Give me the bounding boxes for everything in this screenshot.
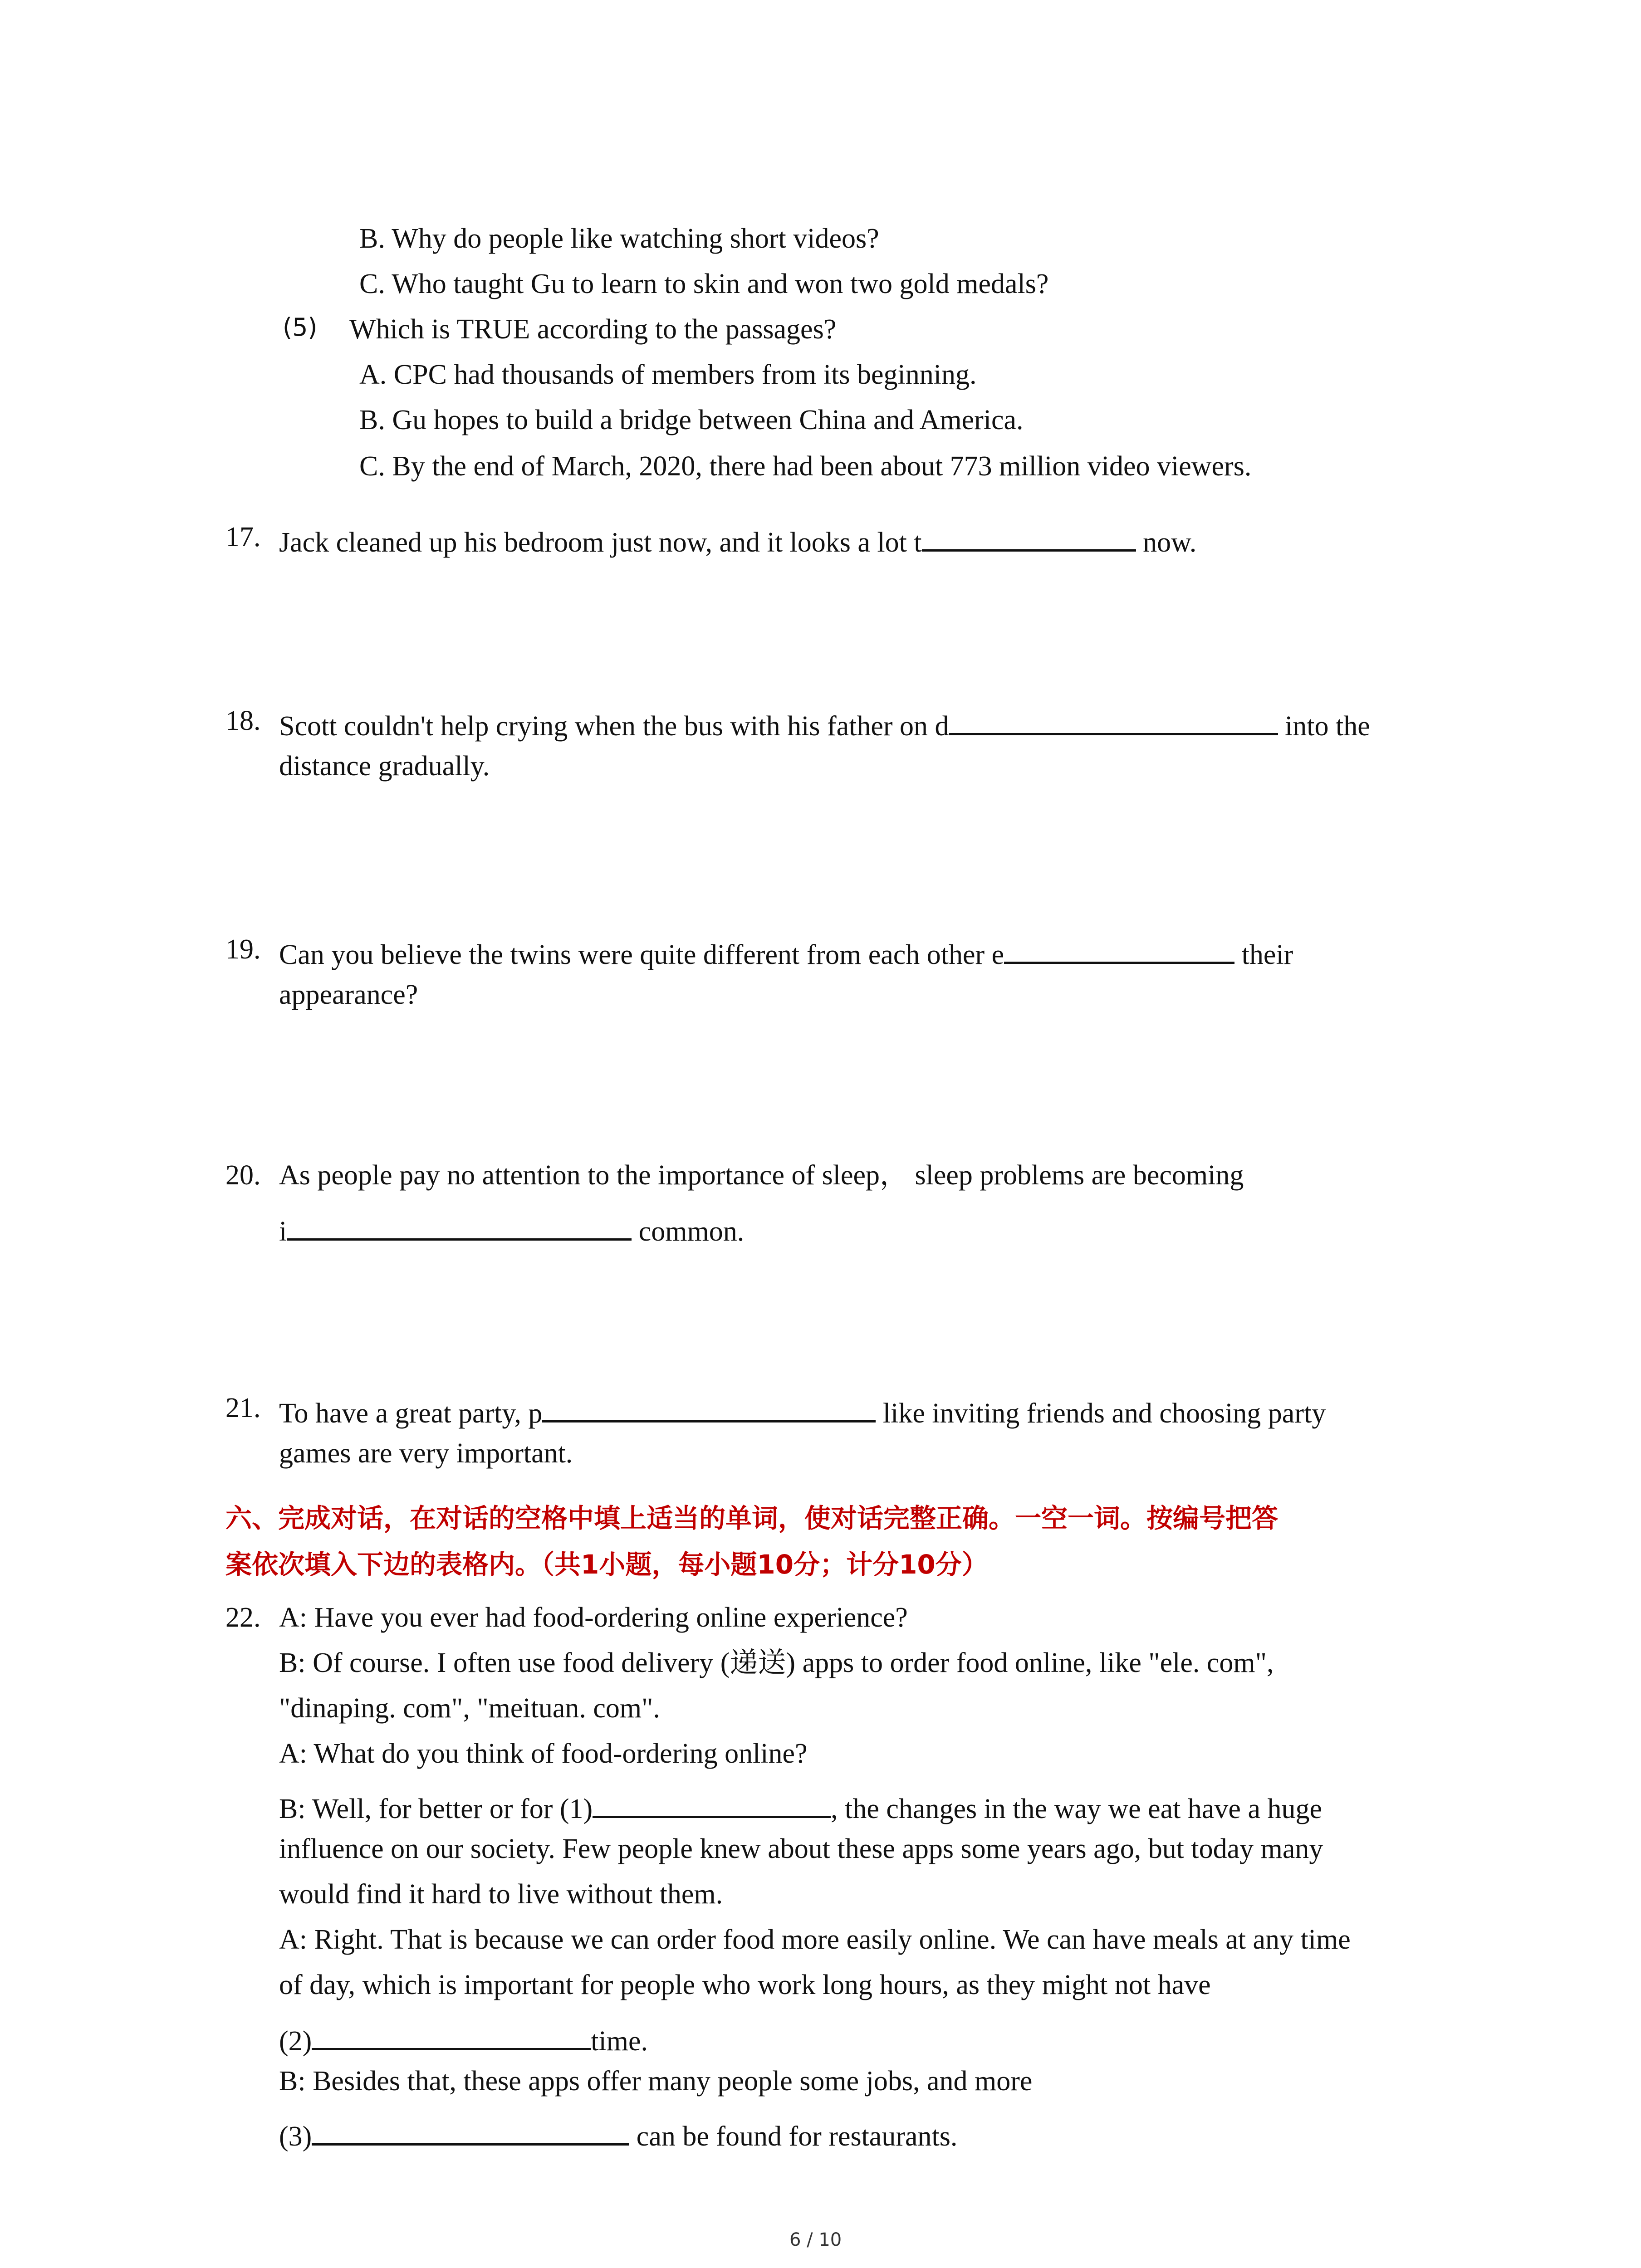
q22-dialogue-line-blank2 <box>279 2022 648 2055</box>
q18-number: 18. <box>225 705 261 736</box>
q22-dialogue-line: B: Of course. I often use food delivery (递送) apps to order food online, like "ele. com", <box>279 1647 1274 1678</box>
q22-dialogue-line-blank3 <box>279 2117 957 2151</box>
q22-blank3-after: can be found for restaurants. <box>629 2121 958 2152</box>
q22-dialogue-line: would find it hard to live without them. <box>279 1879 723 1910</box>
q20-text-before: i <box>279 1216 287 1247</box>
q21-answer-blank[interactable] <box>542 1394 876 1422</box>
q22-dialogue-line: B: Besides that, these apps offer many people some jobs, and more <box>279 2066 1033 2097</box>
q22-dialogue-line: A: Right. That is because we can order food more easily online. We can have meals at any time <box>279 1924 1351 1955</box>
q20-text-after: common. <box>632 1216 745 1247</box>
q22-blank2-before: (2) <box>279 2026 312 2057</box>
q22-blank1-before: B: Well, for better or for (1) <box>279 1794 593 1824</box>
q17-text <box>279 523 1196 557</box>
q20-answer-blank[interactable] <box>287 1212 632 1241</box>
q22-blank3-before: (3) <box>279 2121 312 2152</box>
section-six-heading-line2: 案依次填入下边的表格内。（共1小题，每小题10分；计分10分） <box>225 1549 988 1580</box>
q19-text-line2: appearance? <box>279 979 418 1010</box>
q18-text-line2: distance gradually. <box>279 751 490 782</box>
q22-dialogue-line: A: Have you ever had food-ordering online experience? <box>279 1602 908 1633</box>
q22-number: 22. <box>225 1602 261 1633</box>
q16-option-a: A. CPC had thousands of members from its beginning. <box>359 359 977 390</box>
q16-sub5-number: (5) <box>283 313 318 342</box>
q16-sub5-question: Which is TRUE according to the passages? <box>349 314 837 345</box>
q21-text-line2: games are very important. <box>279 1438 573 1469</box>
page-number: 6 / 10 <box>789 2229 842 2250</box>
q18-answer-blank[interactable] <box>949 707 1278 735</box>
q18-text-after: into the <box>1278 711 1370 742</box>
q21-number: 21. <box>225 1393 261 1423</box>
q20-number: 20. <box>225 1160 261 1191</box>
q18-text-before: Scott couldn't help crying when the bus with his father on d <box>279 711 949 742</box>
section-six-heading-line1: 六、完成对话，在对话的空格中填上适当的单词，使对话完整正确。一空一词。按编号把答 <box>225 1503 1279 1534</box>
q21-text-before: To have a great party, p <box>279 1398 543 1429</box>
q19-text-before: Can you believe the twins were quite different from each other e <box>279 939 1004 970</box>
q16-option-b-previous: B. Why do people like watching short videos? <box>359 223 879 254</box>
q19-number: 19. <box>225 934 261 965</box>
q18-text <box>279 707 1370 740</box>
q17-number: 17. <box>225 522 261 552</box>
q20-text-line1: As people pay no attention to the importance of sleep， sleep problems are becoming <box>279 1160 1244 1191</box>
q21-text-after: like inviting friends and choosing party <box>876 1398 1326 1429</box>
q22-blank1-after: , the changes in the way we eat have a huge <box>831 1794 1322 1824</box>
q16-option-c-previous: C. Who taught Gu to learn to skin and won two gold medals? <box>359 269 1049 299</box>
q17-text-before: Jack cleaned up his bedroom just now, and it looks a lot t <box>279 527 922 558</box>
q16-option-b: B. Gu hopes to build a bridge between China and America. <box>359 405 1024 435</box>
q22-blank2-after: time. <box>591 2026 648 2057</box>
q22-dialogue-line: "dinaping. com", "meituan. com". <box>279 1693 660 1724</box>
q17-answer-blank[interactable] <box>922 523 1136 552</box>
q17-text-after: now. <box>1136 527 1197 558</box>
q22-answer-blank-3[interactable] <box>312 2117 629 2146</box>
q22-answer-blank-2[interactable] <box>312 2022 591 2050</box>
q20-text-line2 <box>279 1212 744 1246</box>
q22-dialogue-line: A: What do you think of food-ordering online? <box>279 1738 808 1769</box>
q19-text <box>279 935 1293 969</box>
q19-text-after: their <box>1234 939 1293 970</box>
q19-answer-blank[interactable] <box>1004 935 1234 964</box>
q22-dialogue-line-blank1 <box>279 1789 1322 1823</box>
q22-dialogue-line: of day, which is important for people who work long hours, as they might not have <box>279 1970 1211 2000</box>
q22-answer-blank-1[interactable] <box>593 1789 831 1818</box>
q22-dialogue-line: influence on our society. Few people knew about these apps some years ago, but today many <box>279 1833 1323 1864</box>
q16-option-c: C. By the end of March, 2020, there had been about 773 million video viewers. <box>359 451 1252 482</box>
q21-text <box>279 1394 1326 1427</box>
